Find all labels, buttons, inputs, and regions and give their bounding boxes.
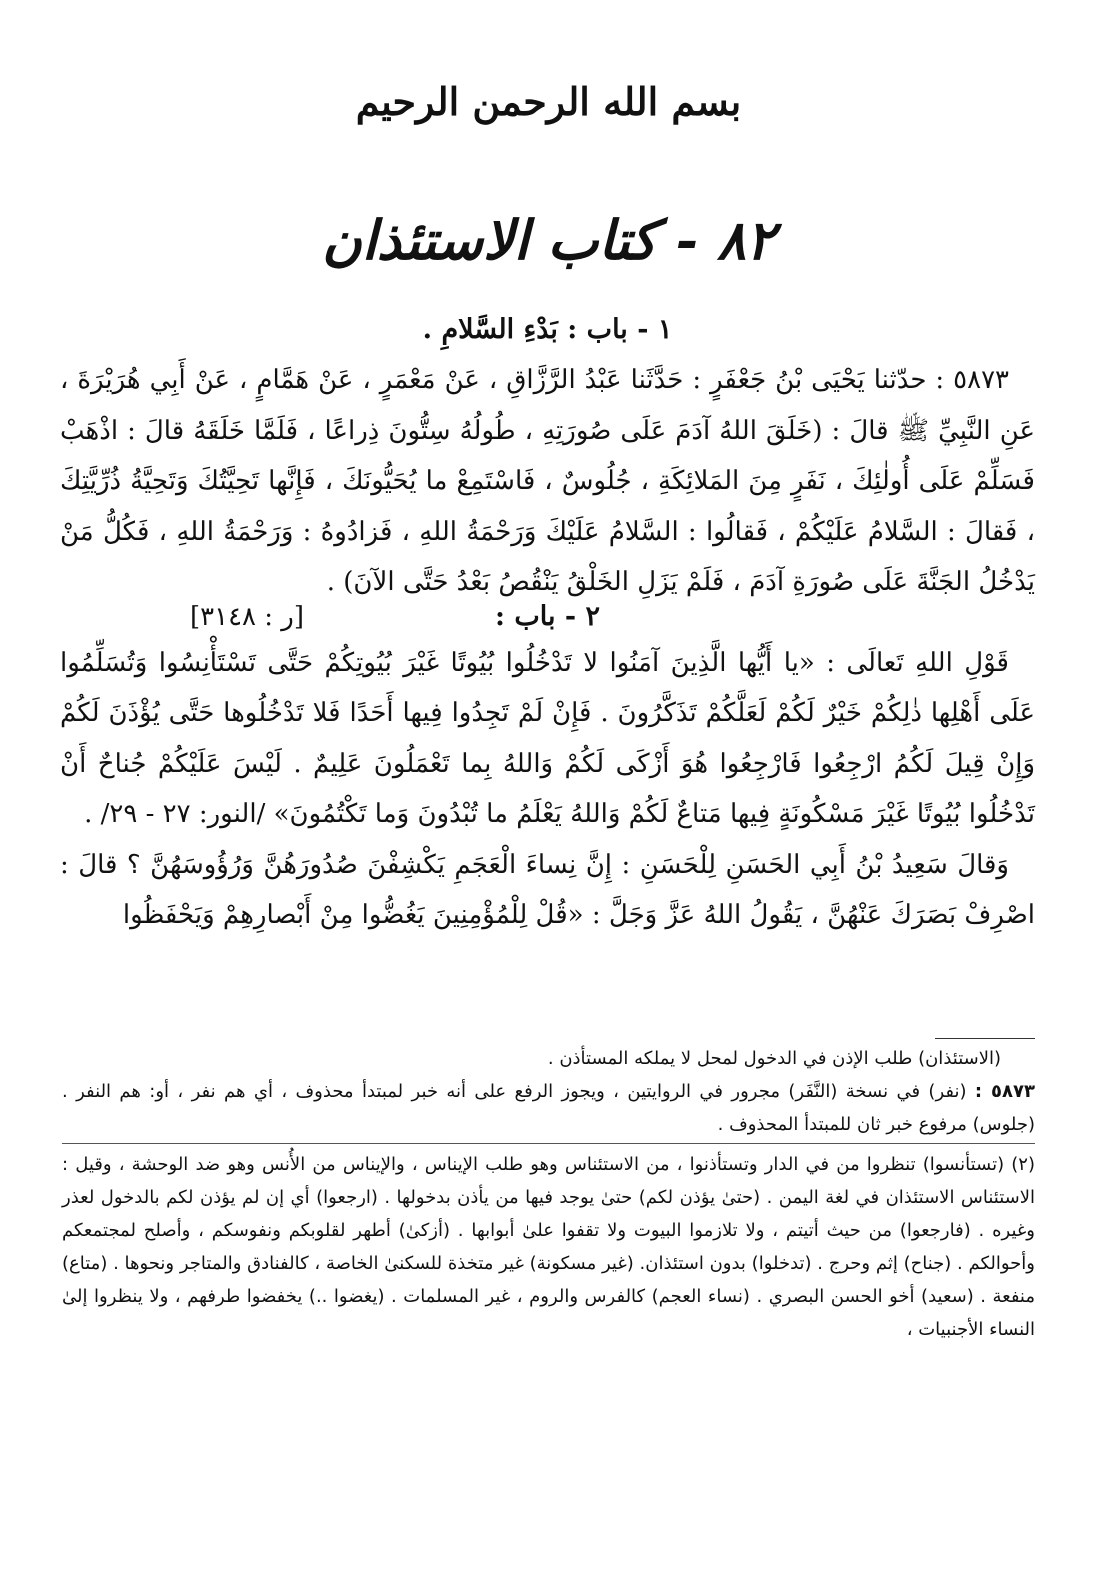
hadith-5873: ٥٨٧٣ : حدّثنا يَحْيَى بْنُ جَعْفَرٍ : حَدَّثَنا عَبْدُ الرَّزَّاقِ ، عَنْ مَعْمَرٍ ، عَنْ هَمَّامٍ ، عَنْ أَبِي هُرَيْرَةَ ، عَنِ النَّبِيِّ ﷺ قالَ : (خَلَقَ اللهُ آدَمَ عَلَى صُورَتِهِ ، طُولُهُ سِتُّونَ ذِراعًا ، فَلَمَّا خَلَقَهُ قالَ : اذْهَبْ فَسَلِّمْ عَلَى أُولٰئِكَ ، نَفَرٍ مِنَ المَلائِكَةِ ، جُلُوسٌ ، فَاسْتَمِعْ ما يُحَيُّونَكَ ، فَإِنَّها تَحِيَّتُكَ وَتَحِيَّةُ ذُرِّيَّتِكَ ، فَقالَ : السَّلامُ عَلَيْكُمْ ، فَقالُوا : السَّلامُ عَلَيْكَ وَرَحْمَةُ اللهِ ، فَزادُوهُ : وَرَحْمَةُ اللهِ ، فَكُلُّ مَنْ يَدْخُلُ الجَنَّةَ عَلَى صُورَةِ آدَمَ ، فَلَمْ يَزَلِ الخَلْقُ يَنْقُصُ بَعْدُ حَتَّى الآنَ) .	[60, 365, 1035, 597]
footnotes	[62, 1042, 1035, 1346]
footnote-separator	[62, 1143, 1035, 1144]
bab-2-heading: ٢ - باب :	[494, 600, 601, 632]
saeed-paragraph: وَقالَ سَعِيدُ بْنُ أَبِي الحَسَنِ لِلْحَسَنِ : إِنَّ نِساءَ الْعَجَمِ يَكْشِفْنَ صُدُورَهُنَّ وَرُؤُوسَهُنَّ ؟ قالَ : اصْرِفْ بَصَرَكَ عَنْهُنَّ ، يَقُولُ اللهُ عَزَّ وَجَلَّ : «قُلْ لِلْمُؤْمِنِينَ يَغُضُّوا مِنْ أَبْصارِهِمْ وَيَحْفَظُوا	[60, 849, 1035, 930]
footnote-istidhan: (الاستئذان) طلب الإذن في الدخول لمحل لا يملكه المستأذن .	[547, 1048, 1001, 1069]
footnote-5873-text: (نفر) في نسخة (النَّفَر) مجرور في الروايتين ، ويجوز الرفع على أنه خبر لمبتدأ محذوف ، أي هم نفر ، أو: هم النفر . (جلوس) مرفوع خبر ثان للمبتدأ المحذوف .	[62, 1081, 1035, 1135]
footnote-divider	[935, 1038, 1035, 1039]
footnote-5873	[62, 1075, 1035, 1141]
footnote-2: (٢) (تستأنسوا) تنظروا من في الدار وتستأذنوا ، من الاستئناس وهو طلب الإيناس ، والإيناس من الأُنس وهو ضد الوحشة ، وقيل : الاستئناس الاستئذان في لغة اليمن . (حتىٰ يؤذن لكم) حتىٰ يوجد فيها من يأذن بدخولها . (ارجعوا) أي إن لم يؤذن لكم بالدخول لعذر وغيره . (فارجعوا) من حيث أتيتم ، ولا تلازموا البيوت ولا تقفوا علىٰ أبوابها . (أزكىٰ) أطهر لقلوبكم ونفوسكم ، وأصلح لمجتمعكم وأحوالكم . (جناح) إثم وحرج . (تدخلوا) بدون استئذان. (غير مسكونة) غير متخذة للسكنىٰ الخاصة ، كالفنادق والمتاجر ونحوها . (متاع) منفعة . (سعيد) أخو الحسن البصري . (نساء العجم) كالفرس والروم ، غير المسلمات . (يغضوا ..) يخفضوا طرفهم ، ولا ينظروا إلىٰ النساء الأجنبيات ،	[62, 1154, 1035, 1340]
footnote-5873-number: ٥٨٧٣ :	[974, 1081, 1035, 1102]
bab-1-heading: ١ - باب : بَدْءِ السَّلامِ .	[422, 314, 673, 345]
basmala-header: بسم الله الرحمن الرحيم	[355, 79, 742, 124]
hadith-5873-reference: [ر : ٣١٤٨]	[190, 601, 305, 632]
book-title: ٨٢ - كتاب الاستئذان	[322, 208, 775, 272]
quran-verse-paragraph: قَوْلِ اللهِ تَعالَى : «يا أَيُّها الَّذِينَ آمَنُوا لا تَدْخُلُوا بُيُوتًا غَيْرَ بُيُوتِكُمْ حَتَّى تَسْتَأْنِسُوا وَتُسَلِّمُوا عَلَى أَهْلِها ذٰلِكُمْ خَيْرٌ لَكُمْ لَعَلَّكُمْ تَذَكَّرُونَ . فَإِنْ لَمْ تَجِدُوا فِيها أَحَدًا فَلا تَدْخُلُوها حَتَّى يُؤْذَنَ لَكُمْ وَإِنْ قِيلَ لَكُمُ ارْجِعُوا فَارْجِعُوا هُوَ أَزْكَى لَكُمْ وَاللهُ بِما تَعْمَلُونَ عَلِيمٌ . لَيْسَ عَلَيْكُمْ جُناحٌ أَنْ تَدْخُلُوا بُيُوتًا غَيْرَ مَسْكُونَةٍ فِيها مَتاعٌ لَكُمْ وَاللهُ يَعْلَمُ ما تُبْدُونَ وَما تَكْتُمُونَ» /النور: ٢٧ - ٢٩/ .	[60, 647, 1035, 829]
main-text	[60, 305, 1035, 941]
